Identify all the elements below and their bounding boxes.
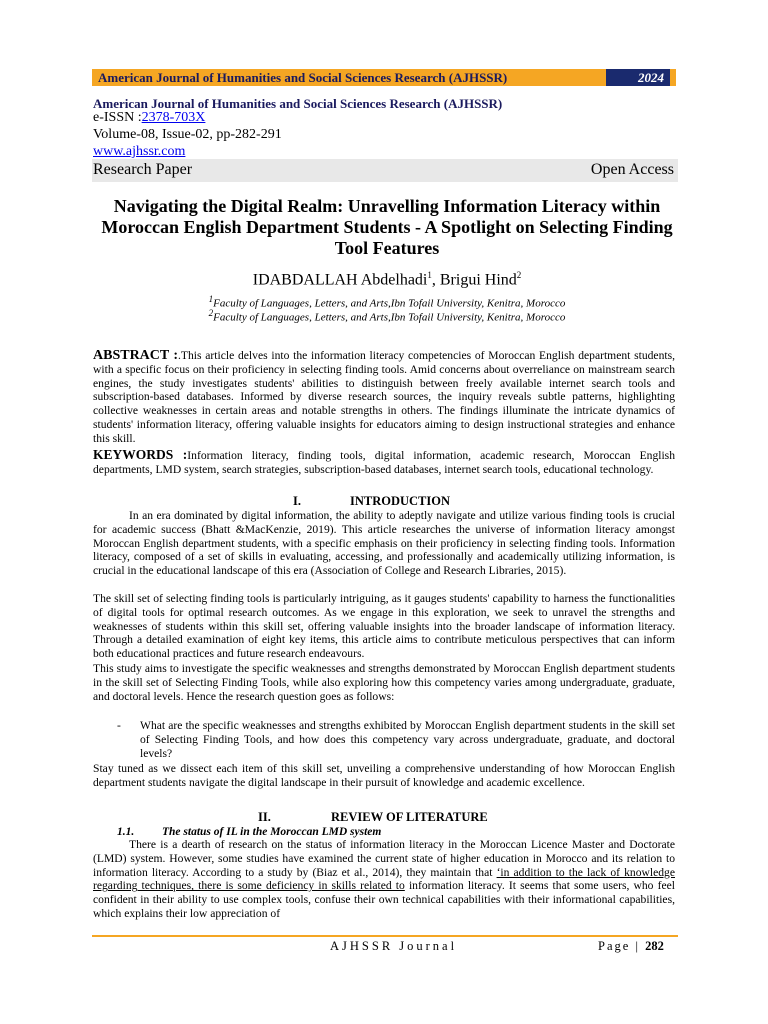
paper-type: Research Paper <box>93 161 193 178</box>
subsection-num: 1.1. <box>117 826 135 838</box>
author-1-sup: 1 <box>427 270 432 280</box>
authors <box>96 270 678 289</box>
intro-heading: INTRODUCTION <box>350 494 451 508</box>
intro-paragraph-4: Stay tuned as we dissect each item of this skill set, unveiling a comprehensive understanding of how Moroccan English department students navigate the digital landscape in their pursuit of knowledge and academic excellence. <box>93 762 675 789</box>
intro-paragraph-3: This study aims to investigate the specific weaknesses and strengths demonstrated by Moroccan English department students in the skill set of Selecting Finding Tools, while also exploring how this competency varies among undergraduate, graduate, and doctoral levels. Hence the research question goes as follows: <box>93 662 675 703</box>
banner-year: 2024 <box>606 69 670 86</box>
author-1: IDABDALLAH Abdelhadi <box>252 271 428 289</box>
keywords-label: KEYWORDS : <box>93 447 188 462</box>
footer-page <box>598 939 664 954</box>
journal-title: American Journal of Humanities and Social Sciences Research (AJHSSR) <box>93 96 503 111</box>
eissn-line <box>93 110 205 126</box>
review-paragraph-1 <box>93 838 675 921</box>
banner-journal-title: American Journal of Humanities and Social Sciences Research (AJHSSR) <box>98 70 508 85</box>
footer-page-label: Page <box>598 939 631 953</box>
bullet-mark: - <box>117 719 121 732</box>
affiliation-2-sup: 2 <box>208 308 214 318</box>
abstract <box>93 349 675 446</box>
intro-heading-num: I. <box>293 494 301 508</box>
author-2: , Brigui Hind <box>431 271 517 289</box>
affiliation-2-text: Faculty of Languages, Letters, and Arts,Ibn Tofail University, Kenitra, Morocco <box>213 311 566 324</box>
footer-rule <box>92 935 678 937</box>
open-access-label: Open Access <box>590 161 674 178</box>
affiliation-2 <box>96 308 678 324</box>
volume-line: Volume-08, Issue-02, pp-282-291 <box>93 127 282 142</box>
paper-title: Navigating the Digital Realm: Unravelling Information Literacy within Moroccan English Department Students - A Spotlight on Selecting Finding Tool Features <box>101 196 673 258</box>
review-heading: REVIEW OF LITERATURE <box>331 810 488 824</box>
review-p1-start: There is a dearth of research on the status of information literacy in the Moroccan Licence Master and Doctorate (LMD) system. However, some studies have examined the current state of higher education in Morocco and its relation to information literacy. According to a study by (Biaz et al., 2014), they maintain that <box>93 838 675 879</box>
footer-page-separator: | <box>630 939 646 953</box>
affiliation-1-text: Faculty of Languages, Letters, and Arts,Ibn Tofail University, Kenitra, Morocco <box>213 297 566 310</box>
footer-page-number: 282 <box>645 939 664 953</box>
website-link[interactable]: www.ajhssr.com <box>93 144 186 159</box>
eissn-label: e-ISSN : <box>93 110 142 125</box>
footer-journal: AJHSSR Journal <box>330 939 458 953</box>
eissn-link[interactable]: 2378-703X <box>141 110 206 125</box>
keywords <box>93 448 675 477</box>
subsection-title: The status of IL in the Moroccan LMD system <box>162 826 382 838</box>
abstract-label: ABSTRACT : <box>93 348 179 363</box>
author-2-sup: 2 <box>516 270 522 280</box>
intro-paragraph-1: In an era dominated by digital information, the ability to adeptly navigate and utilize various finding tools is crucial for academic success (Bhatt &MacKenzie, 2019). This article researches the universe of information literacy amongst Moroccan English department students, with a specific emphasis on their proficiency in selecting finding tools. Information literacy, composed of a set of skills in evaluating, accessing, and professionally and academically utilizing information, is crucial in the educational landscape of this era (Association of College and Research Libraries, 2015). <box>93 509 675 578</box>
review-p1-end: information literacy. It seems that some users, who feel confident in their ability to use complex tools, confuse their own technical capabilities with their informational capabilities, which explains their low appreciation of <box>93 879 675 920</box>
affiliation-1-sup: 1 <box>208 294 214 304</box>
intro-paragraph-2: The skill set of selecting finding tools is particularly intriguing, as it gauges students' capability to harness the functionalities of digital tools for optimal research outcomes. As we engage in this exploration, we seek to unravel the strengths and weaknesses of students within this skill set, offering valuable insights into the broader landscape of information literacy. Through a detailed examination of eight key items, this article aims to contribute meticulous perspectives that can inform both educational practices and future research endeavours. <box>93 592 675 661</box>
keywords-text: Information literacy, finding tools, digital information, academic research, Moroccan English departments, LMD system, search strategies, subscription-based databases, internet search tools, educational technology. <box>93 449 675 476</box>
abstract-text: .This article delves into the information literacy competencies of Moroccan English department students, with a specific focus on their proficiency in selecting finding tools. Amid concerns about overreliance on mainstream search engines, the study investigates students' abilities to distinguish between freely available internet search tools and subscription-based databases. Informed by diverse research sources, the inquiry reveals subtle patterns, highlighting collective weaknesses in certain areas and notable strengths in others. The findings illuminate the intricate dynamics of students' information literacy, offering valuable insights for educators aiming to design instructional strategies and enhance this skill. <box>93 349 676 445</box>
research-question: What are the specific weaknesses and strengths exhibited by Moroccan English department students in the skill set of Selecting Finding Tools, and how does this competency vary across undergraduate, graduate, and doctoral levels? <box>140 719 675 760</box>
review-heading-num: II. <box>258 810 271 824</box>
review-p1-quote: ‘in addition to the lack of knowledge regarding techniques, there is some deficiency in skills related to <box>93 865 675 893</box>
